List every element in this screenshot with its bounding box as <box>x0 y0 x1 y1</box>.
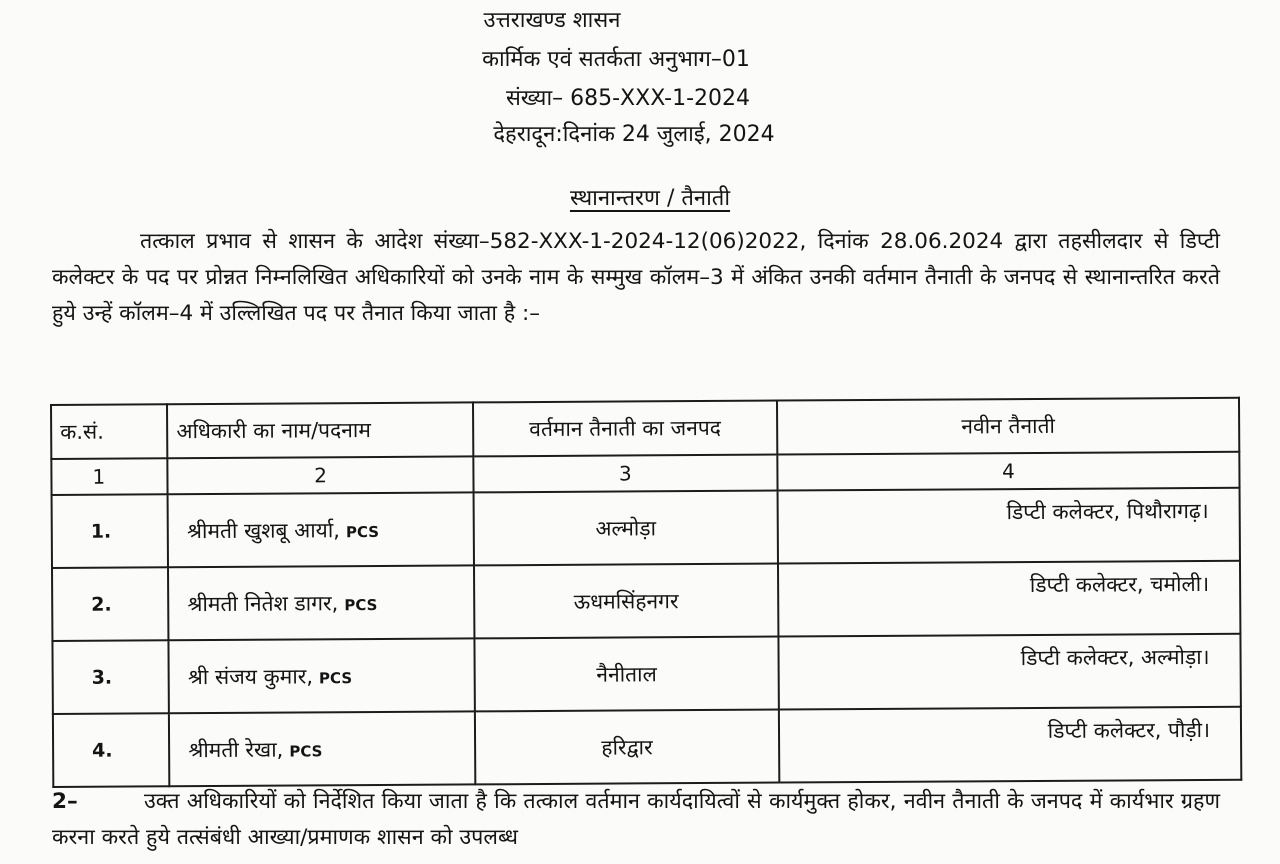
table-header-row <box>51 398 1239 459</box>
officer-name-text: श्रीमती रेखा, <box>188 737 284 762</box>
order-paragraph-1: तत्काल प्रभाव से शासन के आदेश संख्या–582-XXX-1-2024-12(06)2022, दिनांक 28.06.2024 द्वारा तहसीलदार से डिप्टी कलेक्टर के पद पर प्रोन्नत निम्नलिखित अधिकारियों को उनके नाम के सम्मुख कॉलम–3 में अंकित उनकी वर्तमान तैनाती के जनपद से स्थानान्तरित करते हुये उन्हें कॉलम–4 में उल्लिखित पद पर तैनात किया जाता है :– <box>52 229 1220 326</box>
column-number: 2 <box>168 456 474 494</box>
new-posting: डिप्टी कलेक्टर, चमोली। <box>778 561 1240 637</box>
transfer-table <box>50 397 1242 788</box>
paragraph-number: 2– <box>52 789 78 814</box>
paragraph-2-text: उक्त अधिकारियों को निर्देशित किया जाता है कि तत्काल वर्तमान कार्यदायित्वों से कार्यमुक्त होकर, नवीन तैनाती के जनपद में कार्यभार ग्रहण करना करते हुये तत्संबंधी आख्या/प्रमाणक शासन को उपलब्ध <box>52 789 1220 850</box>
place-date: देहरादून:दिनांक 24 जुलाई, 2024 <box>493 122 775 147</box>
table-row <box>52 634 1240 714</box>
officer-name-text: श्री संजय कुमार, <box>187 663 314 689</box>
serial-number: 3. <box>52 640 169 714</box>
serial-number: 4. <box>53 713 170 787</box>
officer-name-text: श्रीमती नितेश डागर, <box>187 590 339 616</box>
header-serial: क.सं. <box>51 404 168 459</box>
officer-name-text: श्रीमती खुशबू आर्या, <box>187 517 341 543</box>
service-label: PCS <box>318 668 353 687</box>
table-row <box>53 707 1241 787</box>
subject-text: स्थानान्तरण / तैनाती <box>569 186 731 211</box>
officer-name <box>169 711 475 786</box>
service-label: PCS <box>289 741 323 761</box>
order-number: संख्या– 685-XXX-1-2024 <box>505 86 751 111</box>
officer-name <box>169 638 475 713</box>
column-number: 3 <box>473 455 777 493</box>
government-name: उत्तराखण्ड शासन <box>483 8 621 33</box>
new-posting: डिप्टी कलेक्टर, पिथौरागढ़। <box>778 488 1240 564</box>
current-district: नैनीताल <box>474 637 779 712</box>
current-district: अल्मोड़ा <box>473 491 778 566</box>
column-number: 1 <box>51 458 168 495</box>
order-paragraph-2 <box>52 784 1220 856</box>
service-label: PCS <box>344 595 378 614</box>
new-posting: डिप्टी कलेक्टर, अल्मोड़ा। <box>778 634 1240 710</box>
officer-name <box>168 492 474 567</box>
column-number: 4 <box>777 452 1239 491</box>
table-row <box>52 488 1240 568</box>
current-district: ऊधमसिंहनगर <box>474 564 779 639</box>
table-row <box>52 561 1240 641</box>
service-label: PCS <box>345 522 380 541</box>
new-posting: डिप्टी कलेक्टर, पौड़ी। <box>779 707 1241 783</box>
serial-number: 2. <box>52 567 169 641</box>
serial-number: 1. <box>52 494 169 568</box>
header-officer-name: अधिकारी का नाम/पदनाम <box>167 402 473 458</box>
subject-heading <box>0 182 1280 212</box>
header-current-district: वर्तमान तैनाती का जनपद <box>473 401 777 457</box>
header-new-posting: नवीन तैनाती <box>777 398 1239 455</box>
officer-name <box>168 565 474 640</box>
current-district: हरिद्वार <box>475 710 780 785</box>
department-name: कार्मिक एवं सतर्कता अनुभाग–01 <box>482 47 750 72</box>
